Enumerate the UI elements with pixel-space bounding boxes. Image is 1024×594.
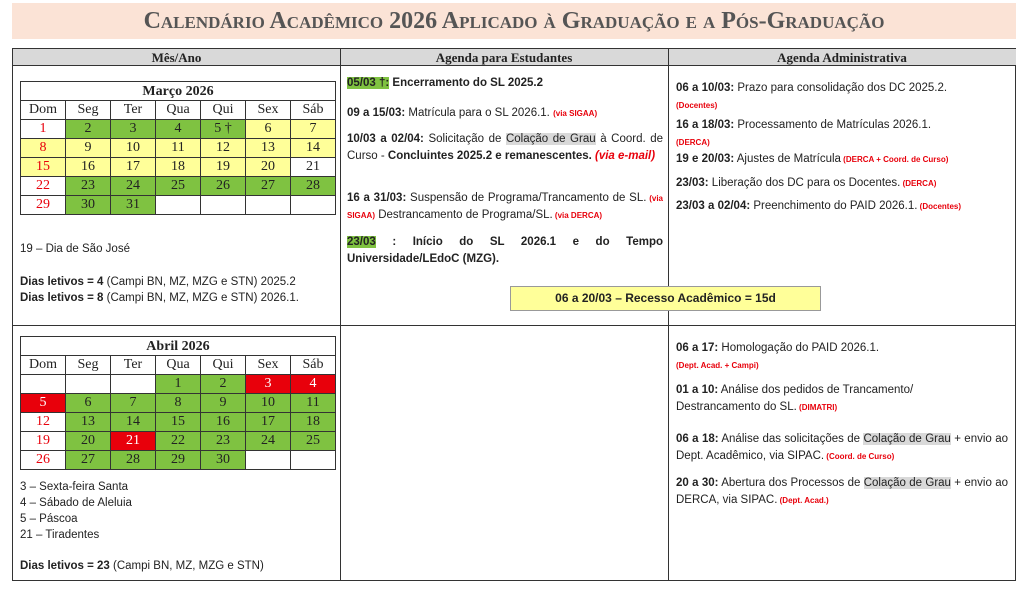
event-date: 20 a 30: [676, 477, 719, 489]
april-holiday-note: 21 – Tiradentes [20, 529, 100, 541]
event-bold: Concluintes 2025.2 e remanescentes. [387, 150, 592, 162]
march-holiday-note: 19 – Dia de São José [20, 243, 130, 255]
dias-letivos [20, 558, 264, 574]
weekday: Dom [21, 356, 66, 375]
student-event [347, 190, 663, 224]
day-cell: 30 [201, 451, 246, 470]
day-cell: 9 [66, 139, 111, 158]
dias-letivos-detail: (Campi BN, MZ, MZG e STN) 2026.1. [103, 292, 299, 304]
calendar-grid [12, 48, 1016, 581]
day-cell [291, 196, 336, 215]
event-highlight: Colação de Grau [863, 433, 951, 445]
day-cell: 8 [156, 394, 201, 413]
event-date: 06 a 18: [676, 433, 719, 445]
day-cell: 6 [246, 120, 291, 139]
page-title: Calendário Acadêmico 2026 Aplicado à Graduação e a Pós-Graduação [12, 3, 1016, 39]
day-cell: 22 [156, 432, 201, 451]
day-cell: 1 [21, 120, 66, 139]
event-text: Encerramento do SL 2025.2 [389, 77, 544, 89]
day-cell: 4 [156, 120, 201, 139]
event-text: Prazo para consolidação dos DC 2025.2. [734, 82, 948, 94]
day-cell [156, 196, 201, 215]
day-cell: 10 [111, 139, 156, 158]
day-cell: 28 [111, 451, 156, 470]
april-title: Abril 2026 [20, 336, 336, 355]
day-cell: 7 [111, 394, 156, 413]
day-cell: 14 [291, 139, 336, 158]
event-date: 16 a 31/03: [347, 192, 407, 204]
day-cell: 15 [21, 158, 66, 177]
day-cell: 6 [66, 394, 111, 413]
student-event [347, 75, 663, 92]
week-row [21, 177, 336, 196]
student-event [347, 131, 663, 165]
event-date: 10/03 a 02/04: [347, 133, 424, 145]
week-row [21, 120, 336, 139]
admin-event [676, 151, 1008, 168]
day-cell: 26 [201, 177, 246, 196]
event-text: Matrícula para o SL 2026.1. [405, 107, 550, 119]
day-cell: 27 [246, 177, 291, 196]
day-cell: 18 [291, 413, 336, 432]
weekday: Dom [21, 101, 66, 120]
week-row [21, 196, 336, 215]
day-cell: 10 [246, 394, 291, 413]
day-cell: 24 [246, 432, 291, 451]
event-text: Destrancamento de Programa/SL. [375, 209, 553, 221]
april-holiday-note: 5 – Páscoa [20, 513, 78, 525]
day-cell: 28 [291, 177, 336, 196]
admin-event [676, 382, 966, 416]
event-text: Análise das solicitações de [718, 433, 864, 445]
day-cell: 19 [21, 432, 66, 451]
day-cell: 19 [201, 158, 246, 177]
event-date: 06 a 17: [676, 342, 719, 354]
event-tag: (Docentes) [676, 101, 718, 110]
event-date: 23/03 [347, 236, 376, 248]
event-highlight: Colação de Grau [863, 477, 951, 489]
weekday: Sáb [291, 356, 336, 375]
event-date: 23/03: [676, 177, 709, 189]
event-text: Homologação do PAID 2026.1. [718, 342, 880, 354]
week-row [21, 394, 336, 413]
week-row [21, 432, 336, 451]
event-text: + envio ao DERCA, via SIPAC. [676, 477, 1008, 506]
day-cell: 13 [66, 413, 111, 432]
divider [668, 49, 669, 580]
event-text: Ajustes de Matrícula [734, 153, 841, 165]
event-tag: (DERCA) [676, 138, 710, 147]
event-tag: (DERCA + Coord. de Curso) [840, 155, 949, 164]
admin-event [676, 175, 1008, 192]
day-cell: 1 [156, 375, 201, 394]
day-cell: 27 [66, 451, 111, 470]
weekday: Sáb [291, 101, 336, 120]
dias-letivos-label: Dias letivos = 23 [20, 560, 110, 572]
day-cell [246, 451, 291, 470]
day-cell: 17 [246, 413, 291, 432]
divider [340, 49, 341, 580]
day-cell: 2 [66, 120, 111, 139]
event-tag: (DERCA) [900, 179, 937, 188]
event-tag: (Dept. Acad.) [777, 496, 829, 505]
day-cell: 17 [111, 158, 156, 177]
day-cell: 7 [291, 120, 336, 139]
event-highlight: Colação de Grau [505, 133, 596, 145]
day-cell: 29 [156, 451, 201, 470]
day-cell: 29 [21, 196, 66, 215]
recesso-banner: 06 a 20/03 – Recesso Acadêmico = 15d [510, 286, 821, 311]
day-cell: 21 [111, 432, 156, 451]
day-cell: 9 [201, 394, 246, 413]
event-text: Análise dos pedidos de Trancamento/ Destrancamento do SL. [676, 384, 914, 413]
day-cell: 20 [246, 158, 291, 177]
april-holiday-note: 4 – Sábado de Aleluia [20, 497, 132, 509]
header-month: Mês/Ano [13, 49, 340, 66]
event-text: Liberação dos DC para os Docentes. [708, 177, 901, 189]
admin-event [676, 80, 1008, 114]
student-event [347, 105, 663, 122]
week-row [21, 413, 336, 432]
event-text: à Coord. de Curso - [347, 133, 664, 162]
event-date: 19 e 20/03: [676, 153, 735, 165]
day-cell: 2 [201, 375, 246, 394]
event-tag: (via SIGAA) [347, 194, 663, 220]
dias-letivos [20, 274, 296, 290]
day-cell: 3 [246, 375, 291, 394]
weekday-row [21, 356, 336, 375]
event-text: + envio ao Dept. Acadêmico, via SIPAC. [676, 433, 1008, 462]
event-tag: (via DERCA) [552, 211, 603, 220]
admin-event [676, 431, 1008, 465]
week-row [21, 375, 336, 394]
weekday: Sex [246, 356, 291, 375]
day-cell: 30 [66, 196, 111, 215]
day-cell: 23 [201, 432, 246, 451]
event-text: : Início do SL 2026.1 e do Tempo Universidade/LEdoC (MZG). [347, 236, 663, 265]
day-cell: 22 [21, 177, 66, 196]
day-cell: 15 [156, 413, 201, 432]
admin-event [676, 198, 1008, 215]
dias-letivos-detail: (Campi BN, MZ, MZG e STN) 2025.2 [103, 276, 296, 288]
day-cell: 12 [201, 139, 246, 158]
event-date: 05/03 †: [347, 77, 390, 89]
divider [13, 325, 1015, 326]
weekday: Qua [156, 356, 201, 375]
day-cell: 14 [111, 413, 156, 432]
day-cell: 12 [21, 413, 66, 432]
event-text: Preenchimento do PAID 2026.1. [750, 200, 918, 212]
event-tag: (via SIGAA) [553, 109, 598, 118]
day-cell: 4 [291, 375, 336, 394]
day-cell: 25 [291, 432, 336, 451]
day-cell: 13 [246, 139, 291, 158]
march-calendar [20, 100, 336, 215]
april-holiday-note: 3 – Sexta-feira Santa [20, 481, 129, 493]
event-text: Processamento de Matrículas 2026.1. [734, 119, 932, 131]
event-tag: (Coord. de Curso) [824, 452, 895, 461]
weekday: Qui [201, 101, 246, 120]
day-cell: 25 [156, 177, 201, 196]
weekday: Sex [246, 101, 291, 120]
april-calendar [20, 355, 336, 470]
event-text: Solicitação de [423, 133, 506, 145]
event-tag: (DIMATRI) [796, 403, 838, 412]
weekday: Seg [66, 101, 111, 120]
march-title: Março 2026 [20, 81, 336, 100]
dias-letivos [20, 290, 299, 306]
event-date: 01 a 10: [676, 384, 719, 396]
event-date: 06 a 10/03: [676, 82, 735, 94]
day-cell: 3 [111, 120, 156, 139]
day-cell [21, 375, 66, 394]
weekday-row [21, 101, 336, 120]
day-cell: 23 [66, 177, 111, 196]
day-cell: 26 [21, 451, 66, 470]
header-admin: Agenda Administrativa [668, 49, 1016, 66]
event-tag: (Docentes) [917, 202, 962, 211]
day-cell [201, 196, 246, 215]
day-cell: 31 [111, 196, 156, 215]
week-row [21, 158, 336, 177]
day-cell: 16 [201, 413, 246, 432]
event-date: 23/03 a 02/04: [676, 200, 751, 212]
event-date: 16 a 18/03: [676, 119, 735, 131]
day-cell: 24 [111, 177, 156, 196]
day-cell: 18 [156, 158, 201, 177]
day-cell: 11 [291, 394, 336, 413]
weekday: Ter [111, 356, 156, 375]
student-event [347, 234, 663, 268]
weekday: Qua [156, 101, 201, 120]
event-date: 09 a 15/03: [347, 107, 406, 119]
day-cell: 8 [21, 139, 66, 158]
event-text: Suspensão de Programa/Trancamento de SL. [406, 192, 647, 204]
day-cell: 11 [156, 139, 201, 158]
day-cell: 20 [66, 432, 111, 451]
day-cell: 5 † [201, 120, 246, 139]
dias-letivos-label: Dias letivos = 4 [20, 276, 104, 288]
event-tag: (via e-mail) [591, 150, 656, 162]
day-cell [111, 375, 156, 394]
day-cell: 5 [21, 394, 66, 413]
weekday: Qui [201, 356, 246, 375]
day-cell [291, 451, 336, 470]
admin-event [676, 117, 1008, 151]
day-cell: 21 [291, 158, 336, 177]
weekday: Ter [111, 101, 156, 120]
admin-event [676, 340, 1008, 374]
header-students: Agenda para Estudantes [340, 49, 668, 66]
weekday: Seg [66, 356, 111, 375]
day-cell [66, 375, 111, 394]
day-cell [246, 196, 291, 215]
week-row [21, 139, 336, 158]
day-cell: 16 [66, 158, 111, 177]
event-text: Abertura dos Processos de [718, 477, 864, 489]
event-tag: (Dept. Acad. + Campi) [676, 361, 759, 370]
dias-letivos-detail: (Campi BN, MZ, MZG e STN) [109, 560, 264, 572]
admin-event [676, 475, 1008, 509]
week-row [21, 451, 336, 470]
dias-letivos-label: Dias letivos = 8 [20, 292, 104, 304]
